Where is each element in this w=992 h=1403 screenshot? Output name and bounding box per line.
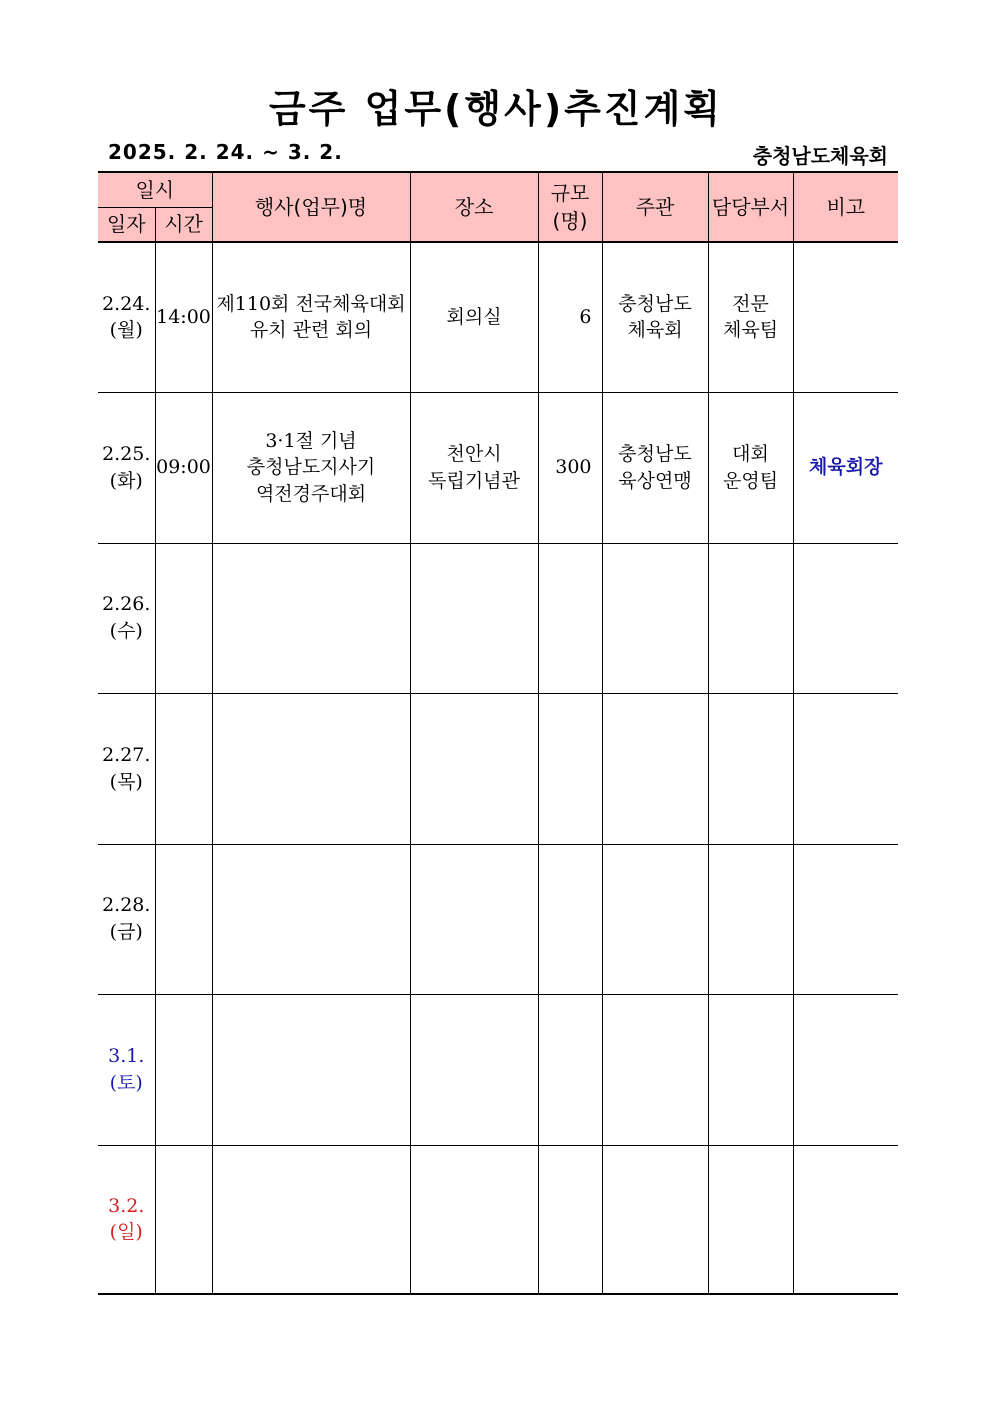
header-host: 주관 xyxy=(602,172,708,242)
cell-event xyxy=(212,543,410,693)
cell-date: 2.28. (금) xyxy=(98,844,155,994)
table-row xyxy=(98,242,898,392)
cell-scale: 6 xyxy=(538,242,602,392)
cell-place: 회의실 xyxy=(410,242,538,392)
header-scale: 규모 (명) xyxy=(538,172,602,242)
header-place: 장소 xyxy=(410,172,538,242)
cell-scale xyxy=(538,693,602,844)
plan-body xyxy=(98,242,898,1294)
table-row xyxy=(98,392,898,543)
table-row xyxy=(98,1145,898,1294)
cell-dept xyxy=(708,543,793,693)
cell-time xyxy=(155,994,212,1145)
header-time: 시간 xyxy=(155,207,212,242)
cell-event xyxy=(212,844,410,994)
cell-note xyxy=(793,844,898,994)
cell-note xyxy=(793,994,898,1145)
cell-date: 3.2. (일) xyxy=(98,1145,155,1294)
table-row xyxy=(98,844,898,994)
cell-host xyxy=(602,1145,708,1294)
cell-scale xyxy=(538,844,602,994)
organization-name: 충청남도체육회 xyxy=(752,144,888,168)
cell-time xyxy=(155,543,212,693)
cell-dept xyxy=(708,1145,793,1294)
cell-dept xyxy=(708,844,793,994)
cell-event xyxy=(212,1145,410,1294)
period-range: 2025. 2. 24. ~ 3. 2. xyxy=(108,140,343,164)
cell-date: 2.24. (월) xyxy=(98,242,155,392)
cell-date: 3.1. (토) xyxy=(98,994,155,1145)
cell-date: 2.27. (목) xyxy=(98,693,155,844)
header-note: 비고 xyxy=(793,172,898,242)
header-date: 일자 xyxy=(98,207,155,242)
cell-date: 2.26. (수) xyxy=(98,543,155,693)
cell-time xyxy=(155,844,212,994)
cell-note xyxy=(793,242,898,392)
cell-note xyxy=(793,1145,898,1294)
cell-dept: 전문 체육팀 xyxy=(708,242,793,392)
cell-time xyxy=(155,693,212,844)
cell-event: 제110회 전국체육대회 유치 관련 회의 xyxy=(212,242,410,392)
cell-event: 3·1절 기념 충청남도지사기 역전경주대회 xyxy=(212,392,410,543)
header-dept: 담당부서 xyxy=(708,172,793,242)
cell-dept xyxy=(708,693,793,844)
cell-host xyxy=(602,543,708,693)
cell-scale xyxy=(538,543,602,693)
cell-place xyxy=(410,994,538,1145)
cell-note xyxy=(793,543,898,693)
cell-host: 충청남도 육상연맹 xyxy=(602,392,708,543)
weekly-plan-table xyxy=(98,171,898,1295)
page-title: 금주 업무(행사)추진계획 xyxy=(268,87,724,131)
cell-dept: 대회 운영팀 xyxy=(708,392,793,543)
table-row xyxy=(98,693,898,844)
cell-place xyxy=(410,844,538,994)
cell-event xyxy=(212,994,410,1145)
cell-scale xyxy=(538,1145,602,1294)
cell-place xyxy=(410,1145,538,1294)
cell-event xyxy=(212,693,410,844)
table-row xyxy=(98,543,898,693)
cell-note xyxy=(793,693,898,844)
header-event: 행사(업무)명 xyxy=(212,172,410,242)
cell-place: 천안시 독립기념관 xyxy=(410,392,538,543)
cell-host xyxy=(602,844,708,994)
cell-host: 충청남도 체육회 xyxy=(602,242,708,392)
cell-host xyxy=(602,693,708,844)
table-row xyxy=(98,994,898,1145)
header-datetime: 일시 xyxy=(98,172,212,207)
cell-place xyxy=(410,543,538,693)
cell-date: 2.25. (화) xyxy=(98,392,155,543)
cell-place xyxy=(410,693,538,844)
cell-time: 14:00 xyxy=(155,242,212,392)
cell-host xyxy=(602,994,708,1145)
cell-scale: 300 xyxy=(538,392,602,543)
cell-time: 09:00 xyxy=(155,392,212,543)
cell-time xyxy=(155,1145,212,1294)
cell-scale xyxy=(538,994,602,1145)
cell-note: 체육회장 xyxy=(793,392,898,543)
cell-dept xyxy=(708,994,793,1145)
